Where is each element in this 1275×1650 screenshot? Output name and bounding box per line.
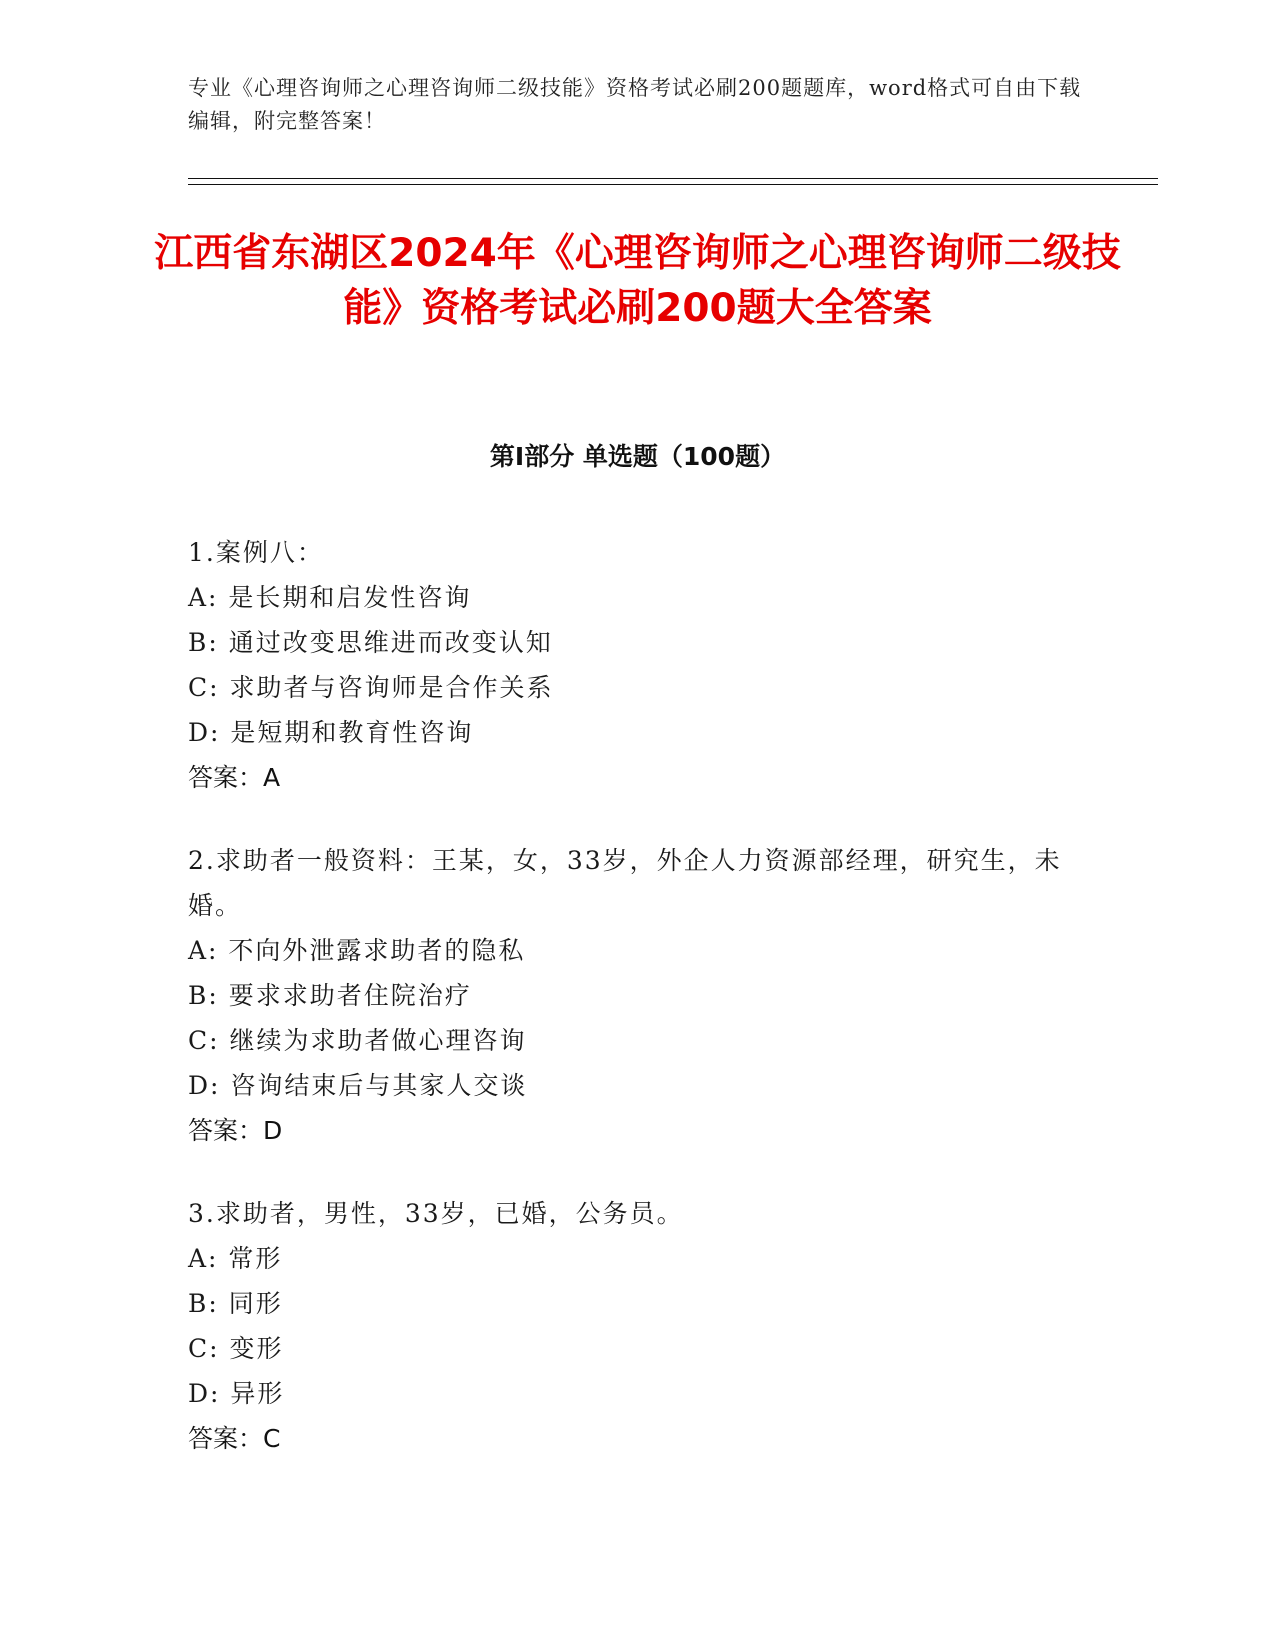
option-c: C: 变形 — [188, 1334, 284, 1363]
option-a: A: 不向外泄露求助者的隐私 — [188, 936, 526, 965]
header-divider-top — [188, 178, 1158, 179]
answer-line: 答案：A — [188, 763, 281, 792]
document-title: 江西省东湖区2024年《心理咨询师之心理咨询师二级技能》资格考试必刷200题大全答案 — [154, 231, 1121, 331]
option-d: D: 是短期和教育性咨询 — [188, 718, 474, 747]
option-d: D: 异形 — [188, 1379, 285, 1408]
option-a: A: 常形 — [188, 1244, 283, 1273]
answer-line: 答案：D — [188, 1116, 283, 1145]
header-note: 专业《心理咨询师之心理咨询师二级技能》资格考试必刷200题题库，word格式可自由下载编辑，附完整答案！ — [188, 76, 1082, 133]
header-divider-bottom — [188, 184, 1158, 185]
section-title: 第I部分 单选题（100题） — [489, 442, 786, 471]
answer-line: 答案：C — [188, 1424, 281, 1453]
question-3 — [188, 1191, 1088, 1461]
question-list — [188, 530, 1088, 1499]
question-2 — [188, 838, 1088, 1153]
question-1 — [188, 530, 1088, 800]
question-stem: 3.求助者，男性，33岁，已婚，公务员。 — [188, 1199, 684, 1228]
question-stem: 1.案例八： — [188, 538, 324, 567]
option-b: B: 同形 — [188, 1289, 283, 1318]
option-b: B: 通过改变思维进而改变认知 — [188, 628, 553, 657]
option-c: C: 求助者与咨询师是合作关系 — [188, 673, 554, 702]
option-b: B: 要求求助者住院治疗 — [188, 981, 472, 1010]
question-stem: 2.求助者一般资料：王某，女，33岁，外企人力资源部经理，研究生，未婚。 — [188, 846, 1062, 920]
option-d: D: 咨询结束后与其家人交谈 — [188, 1071, 528, 1100]
option-c: C: 继续为求助者做心理咨询 — [188, 1026, 527, 1055]
option-a: A: 是长期和启发性咨询 — [188, 583, 472, 612]
